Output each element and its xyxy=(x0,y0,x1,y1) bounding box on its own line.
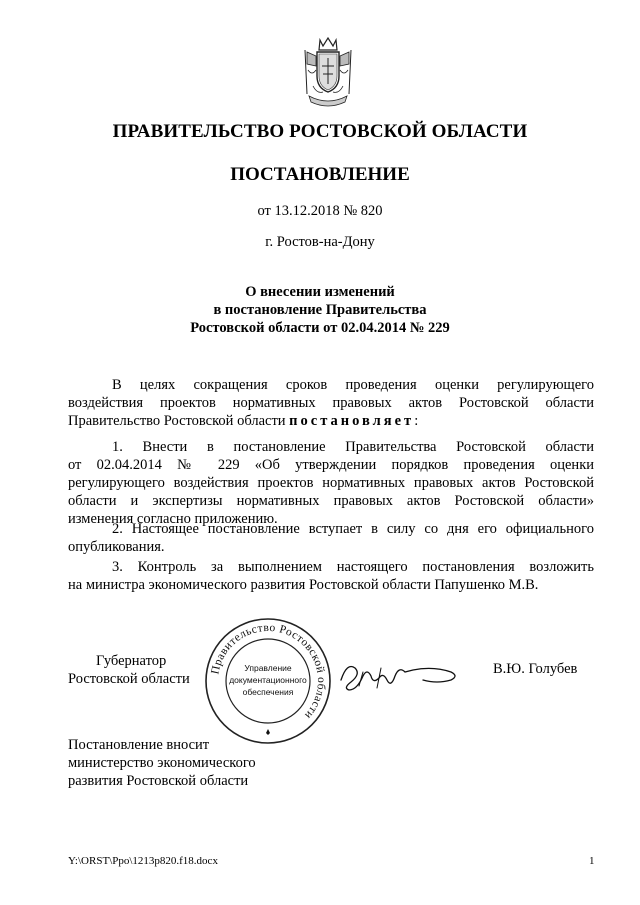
item-2-paragraph xyxy=(68,520,594,556)
subject-line: Ростовской области от 02.04.2014 № 229 xyxy=(190,320,450,336)
signer-title-line: Ростовской области xyxy=(68,671,190,687)
item-3-line: 3. Контроль за выполнением настоящего постановления возложить xyxy=(112,559,594,575)
decree-suffix: : xyxy=(414,413,419,429)
document-subject xyxy=(0,283,640,337)
stamp-ring-text: Правительство Ростовской области xyxy=(209,621,328,722)
decree-word: постановляет xyxy=(289,413,415,429)
item-2-line: опубликования. xyxy=(68,539,165,555)
intro-line-last xyxy=(68,412,594,430)
footer-file-path: Y:\ORST\Ppo\1213p820.f18.docx xyxy=(68,855,218,867)
footer-page-number: 1 xyxy=(589,855,595,867)
stamp-center-line: документационного xyxy=(229,675,307,685)
official-stamp-icon xyxy=(203,616,333,746)
subject-line: О внесении изменений xyxy=(245,284,395,300)
date-number: от 13.12.2018 № 820 xyxy=(257,203,383,219)
submitted-by-line: министерство экономического xyxy=(68,755,256,771)
subject-line: в постановление Правительства xyxy=(213,302,427,318)
item-3-paragraph xyxy=(68,558,594,594)
intro-line: Правительство Ростовской области xyxy=(68,413,286,429)
signer-title xyxy=(68,652,218,688)
item-3-line: на министра экономического развития Ростовской области Папушенко М.В. xyxy=(68,577,539,593)
item-1-paragraph xyxy=(68,438,594,528)
submitted-by-line: Постановление вносит xyxy=(68,737,210,753)
stamp-center-line: обеспечения xyxy=(242,687,294,697)
submitted-by xyxy=(68,736,256,790)
document-type: ПОСТАНОВЛЕНИЕ xyxy=(230,164,410,185)
signer-title-line: Губернатор xyxy=(96,653,167,669)
signer-name: В.Ю. Голубев xyxy=(493,661,578,677)
city: г. Ростов-на-Дону xyxy=(265,234,375,250)
handwritten-signature-icon xyxy=(333,650,473,700)
intro-line: В целях сокращения сроков проведения оценки регулирующего xyxy=(112,377,594,393)
item-1-line: изменения согласно приложению. xyxy=(68,511,278,527)
item-2-line: 2. Настоящее постановление вступает в силу со дня его официального xyxy=(112,521,594,537)
item-1-line: от 02.04.2014 № 229 «Об утверждении порядков проведения оценки xyxy=(68,457,594,473)
item-1-line: 1. Внести в постановление Правительства Ростовской области xyxy=(112,439,594,455)
item-1-line: регулирующего воздействия проектов нормативных правовых актов Ростовской xyxy=(68,475,594,491)
intro-line: воздействия проектов нормативных правовых актов Ростовской области xyxy=(68,395,594,411)
organization-title: ПРАВИТЕЛЬСТВО РОСТОВСКОЙ ОБЛАСТИ xyxy=(112,121,528,142)
stamp-center-line: Управление xyxy=(244,663,292,673)
intro-paragraph xyxy=(68,376,594,430)
item-1-line: области и экспертизы нормативных правовых актов Ростовской области» xyxy=(68,493,594,509)
coat-of-arms-icon xyxy=(299,36,357,108)
submitted-by-line: развития Ростовской области xyxy=(68,773,249,789)
